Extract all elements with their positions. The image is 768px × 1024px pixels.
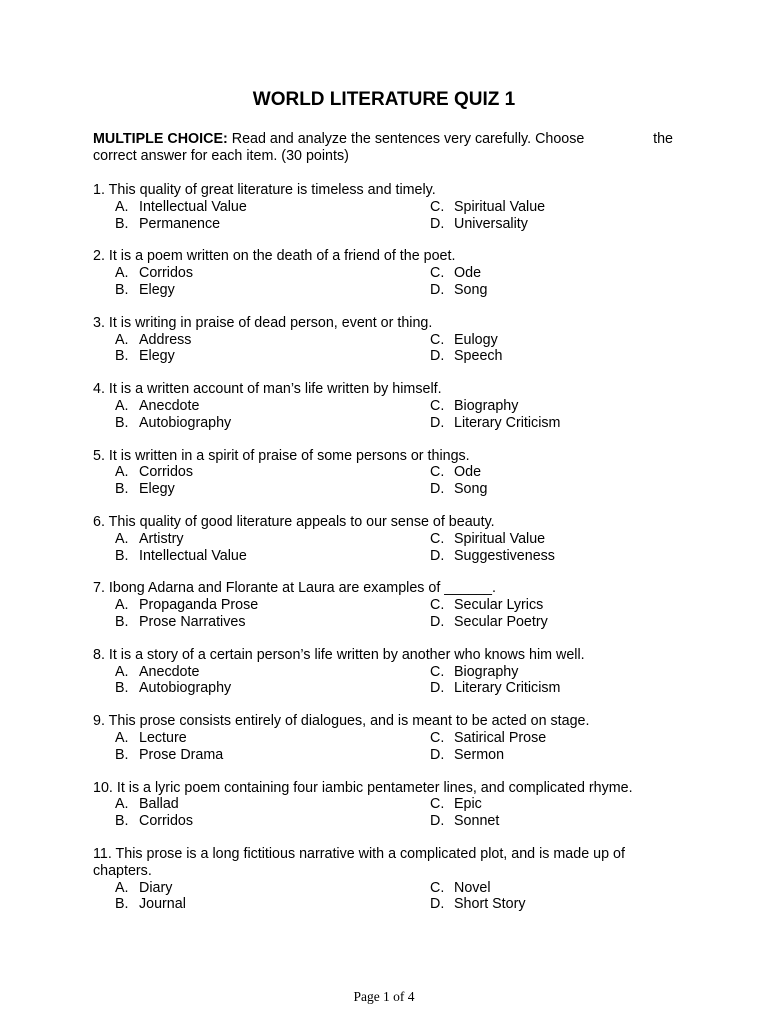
choice-letter: C.: [430, 879, 445, 896]
choice-option: [430, 730, 680, 747]
choice-text: Elegy: [139, 348, 175, 365]
choice-letter: B.: [115, 680, 129, 697]
choice-text: Spiritual Value: [454, 530, 546, 547]
choice-letter: D.: [430, 281, 445, 298]
choice-text: Corridos: [139, 813, 194, 830]
choice-option: [430, 614, 680, 631]
choice-text: Permanence: [139, 215, 221, 232]
choice-letter: A.: [115, 331, 129, 348]
choice-text: Ballad: [139, 796, 179, 813]
choice-option: [430, 199, 680, 216]
choice-letter: B.: [115, 414, 129, 431]
choice-text: Prose Drama: [139, 746, 224, 763]
choice-option: [115, 348, 430, 365]
choice-option: [430, 415, 680, 432]
choice-list: [93, 265, 683, 299]
choice-option: [430, 680, 680, 697]
choice-letter: A.: [115, 879, 129, 896]
choice-option: [430, 813, 680, 830]
choice-letter: A.: [115, 597, 129, 614]
question-item: [93, 514, 683, 564]
choice-option: [430, 597, 680, 614]
question-list: [93, 182, 683, 929]
question-stem: 3. It is writing in praise of dead person, event or thing.: [93, 314, 433, 331]
choice-option: [430, 664, 680, 681]
question-item: [93, 248, 683, 298]
question-item: [93, 780, 683, 830]
choice-list: [93, 730, 683, 764]
choice-option: [115, 730, 430, 747]
choice-letter: D.: [430, 896, 445, 913]
page-title: WORLD LITERATURE QUIZ 1: [252, 89, 516, 110]
choice-text: Sonnet: [454, 813, 500, 830]
choice-text: Secular Poetry: [454, 613, 548, 630]
choice-letter: B.: [115, 896, 129, 913]
choice-text: Corridos: [139, 464, 194, 481]
choice-text: Prose Narratives: [139, 613, 246, 630]
choice-option: [430, 332, 680, 349]
choice-text: Autobiography: [139, 680, 232, 697]
choice-letter: B.: [115, 281, 129, 298]
question-item: [93, 713, 683, 763]
choice-text: Address: [139, 331, 192, 348]
choice-letter: A.: [115, 796, 129, 813]
choice-letter: C.: [430, 530, 445, 547]
question-stem: 9. This prose consists entirely of dialogues, and is meant to be acted on stage.: [93, 713, 590, 730]
choice-option: [430, 880, 680, 897]
instructions-line-1-tail: the: [653, 131, 673, 147]
choice-option: [430, 398, 680, 415]
choice-letter: B.: [115, 746, 129, 763]
choice-letter: A.: [115, 198, 129, 215]
choice-option: [430, 747, 680, 764]
choice-letter: A.: [115, 265, 129, 282]
choice-text: Secular Lyrics: [454, 597, 544, 614]
choice-text: Spiritual Value: [454, 198, 546, 215]
question-item: [93, 846, 683, 913]
instructions-line-2: correct answer for each item. (30 points): [93, 148, 349, 164]
choice-text: Suggestiveness: [454, 547, 555, 564]
choice-letter: C.: [430, 796, 445, 813]
question-stem: 8. It is a story of a certain person’s life written by another who knows him well.: [93, 646, 585, 663]
instructions-text: Read and analyze the sentences very carefully. Choose: [231, 131, 585, 147]
choice-letter: C.: [430, 198, 445, 215]
choice-text: Ode: [454, 464, 482, 481]
choice-option: [115, 664, 430, 681]
choice-list: [93, 796, 683, 830]
choice-option: [115, 265, 430, 282]
choice-option: [430, 548, 680, 565]
choice-text: Literary Criticism: [454, 414, 561, 431]
choice-option: [430, 531, 680, 548]
choice-option: [430, 216, 680, 233]
choice-text: Propaganda Prose: [139, 597, 259, 614]
choice-option: [430, 481, 680, 498]
choice-letter: C.: [430, 597, 445, 614]
choice-text: Lecture: [139, 729, 187, 746]
choice-letter: B.: [115, 613, 129, 630]
choice-list: [93, 664, 683, 698]
instructions: [93, 131, 673, 165]
choice-option: [115, 796, 430, 813]
choice-text: Artistry: [139, 530, 184, 547]
choice-option: [115, 531, 430, 548]
question-item: [93, 381, 683, 431]
choice-letter: B.: [115, 547, 129, 564]
choice-option: [115, 614, 430, 631]
choice-letter: A.: [115, 397, 129, 414]
choice-option: [115, 880, 430, 897]
instructions-line-1: [93, 131, 673, 148]
question-stem: 2. It is a poem written on the death of a friend of the poet.: [93, 248, 456, 265]
choice-letter: B.: [115, 348, 129, 365]
choice-option: [115, 464, 430, 481]
choice-letter: D.: [430, 547, 445, 564]
choice-letter: D.: [430, 414, 445, 431]
choice-text: Satirical Prose: [454, 729, 547, 746]
choice-option: [115, 548, 430, 565]
question-item: [93, 448, 683, 498]
question-item: [93, 647, 683, 697]
choice-letter: D.: [430, 813, 445, 830]
choice-letter: C.: [430, 331, 445, 348]
choice-option: [115, 597, 430, 614]
choice-text: Short Story: [454, 896, 526, 913]
choice-option: [115, 216, 430, 233]
choice-letter: C.: [430, 729, 445, 746]
choice-letter: A.: [115, 729, 129, 746]
choice-list: [93, 199, 683, 233]
choice-option: [430, 896, 680, 913]
choice-letter: D.: [430, 348, 445, 365]
choice-list: [93, 332, 683, 366]
choice-letter: D.: [430, 481, 445, 498]
choice-letter: C.: [430, 663, 445, 680]
choice-letter: D.: [430, 746, 445, 763]
question-stem: 10. It is a lyric poem containing four iambic pentameter lines, and complicated rhyme.: [93, 779, 633, 796]
choice-letter: B.: [115, 215, 129, 232]
choice-letter: A.: [115, 530, 129, 547]
choice-letter: A.: [115, 464, 129, 481]
choice-letter: A.: [115, 663, 129, 680]
question-stem: 4. It is a written account of man’s life written by himself.: [93, 381, 442, 398]
instructions-lead: MULTIPLE CHOICE:: [93, 131, 228, 147]
choice-option: [430, 265, 680, 282]
choice-option: [115, 813, 430, 830]
choice-text: Corridos: [139, 265, 194, 282]
choice-text: Anecdote: [139, 397, 200, 414]
choice-option: [115, 680, 430, 697]
choice-text: Literary Criticism: [454, 680, 561, 697]
choice-option: [430, 464, 680, 481]
choice-list: [93, 880, 683, 914]
choice-text: Song: [454, 481, 488, 498]
question-stem: 6. This quality of good literature appeals to our sense of beauty.: [93, 513, 495, 530]
choice-text: Journal: [139, 896, 186, 913]
choice-option: [115, 481, 430, 498]
choice-text: Elegy: [139, 481, 175, 498]
page-number: Page 1 of 4: [353, 989, 415, 1004]
choice-text: Biography: [454, 397, 519, 414]
question-item: [93, 182, 683, 232]
question-stem: 5. It is written in a spirit of praise of some persons or things.: [93, 447, 470, 464]
choice-list: [93, 464, 683, 498]
question-stem: 11. This prose is a long fictitious narrative with a complicated plot, and is made up of chapters.: [93, 845, 625, 879]
choice-list: [93, 398, 683, 432]
choice-text: Epic: [454, 796, 482, 813]
choice-list: [93, 597, 683, 631]
choice-letter: D.: [430, 680, 445, 697]
question-item: [93, 580, 683, 630]
choice-text: Speech: [454, 348, 503, 365]
choice-letter: C.: [430, 265, 445, 282]
choice-text: Song: [454, 281, 488, 298]
choice-letter: D.: [430, 613, 445, 630]
choice-option: [430, 796, 680, 813]
instructions-line-1-main: [93, 131, 584, 148]
choice-letter: B.: [115, 813, 129, 830]
choice-option: [115, 199, 430, 216]
choice-letter: B.: [115, 481, 129, 498]
choice-text: Universality: [454, 215, 528, 232]
choice-option: [115, 398, 430, 415]
choice-text: Elegy: [139, 281, 175, 298]
choice-letter: D.: [430, 215, 445, 232]
choice-option: [115, 415, 430, 432]
choice-text: Eulogy: [454, 331, 498, 348]
choice-text: Diary: [139, 879, 173, 896]
choice-text: Intellectual Value: [139, 198, 247, 215]
choice-text: Sermon: [454, 746, 505, 763]
choice-text: Ode: [454, 265, 482, 282]
choice-list: [93, 531, 683, 565]
question-stem: 7. Ibong Adarna and Florante at Laura are examples of ______.: [93, 580, 496, 597]
choice-option: [430, 348, 680, 365]
choice-text: Intellectual Value: [139, 547, 247, 564]
choice-text: Anecdote: [139, 663, 200, 680]
choice-option: [430, 282, 680, 299]
choice-letter: C.: [430, 464, 445, 481]
choice-option: [115, 747, 430, 764]
choice-text: Biography: [454, 663, 519, 680]
choice-option: [115, 896, 430, 913]
question-stem: 1. This quality of great literature is timeless and timely.: [93, 182, 436, 198]
question-item: [93, 315, 683, 365]
choice-text: Novel: [454, 879, 491, 896]
choice-letter: C.: [430, 397, 445, 414]
choice-option: [115, 282, 430, 299]
choice-text: Autobiography: [139, 414, 232, 431]
choice-option: [115, 332, 430, 349]
